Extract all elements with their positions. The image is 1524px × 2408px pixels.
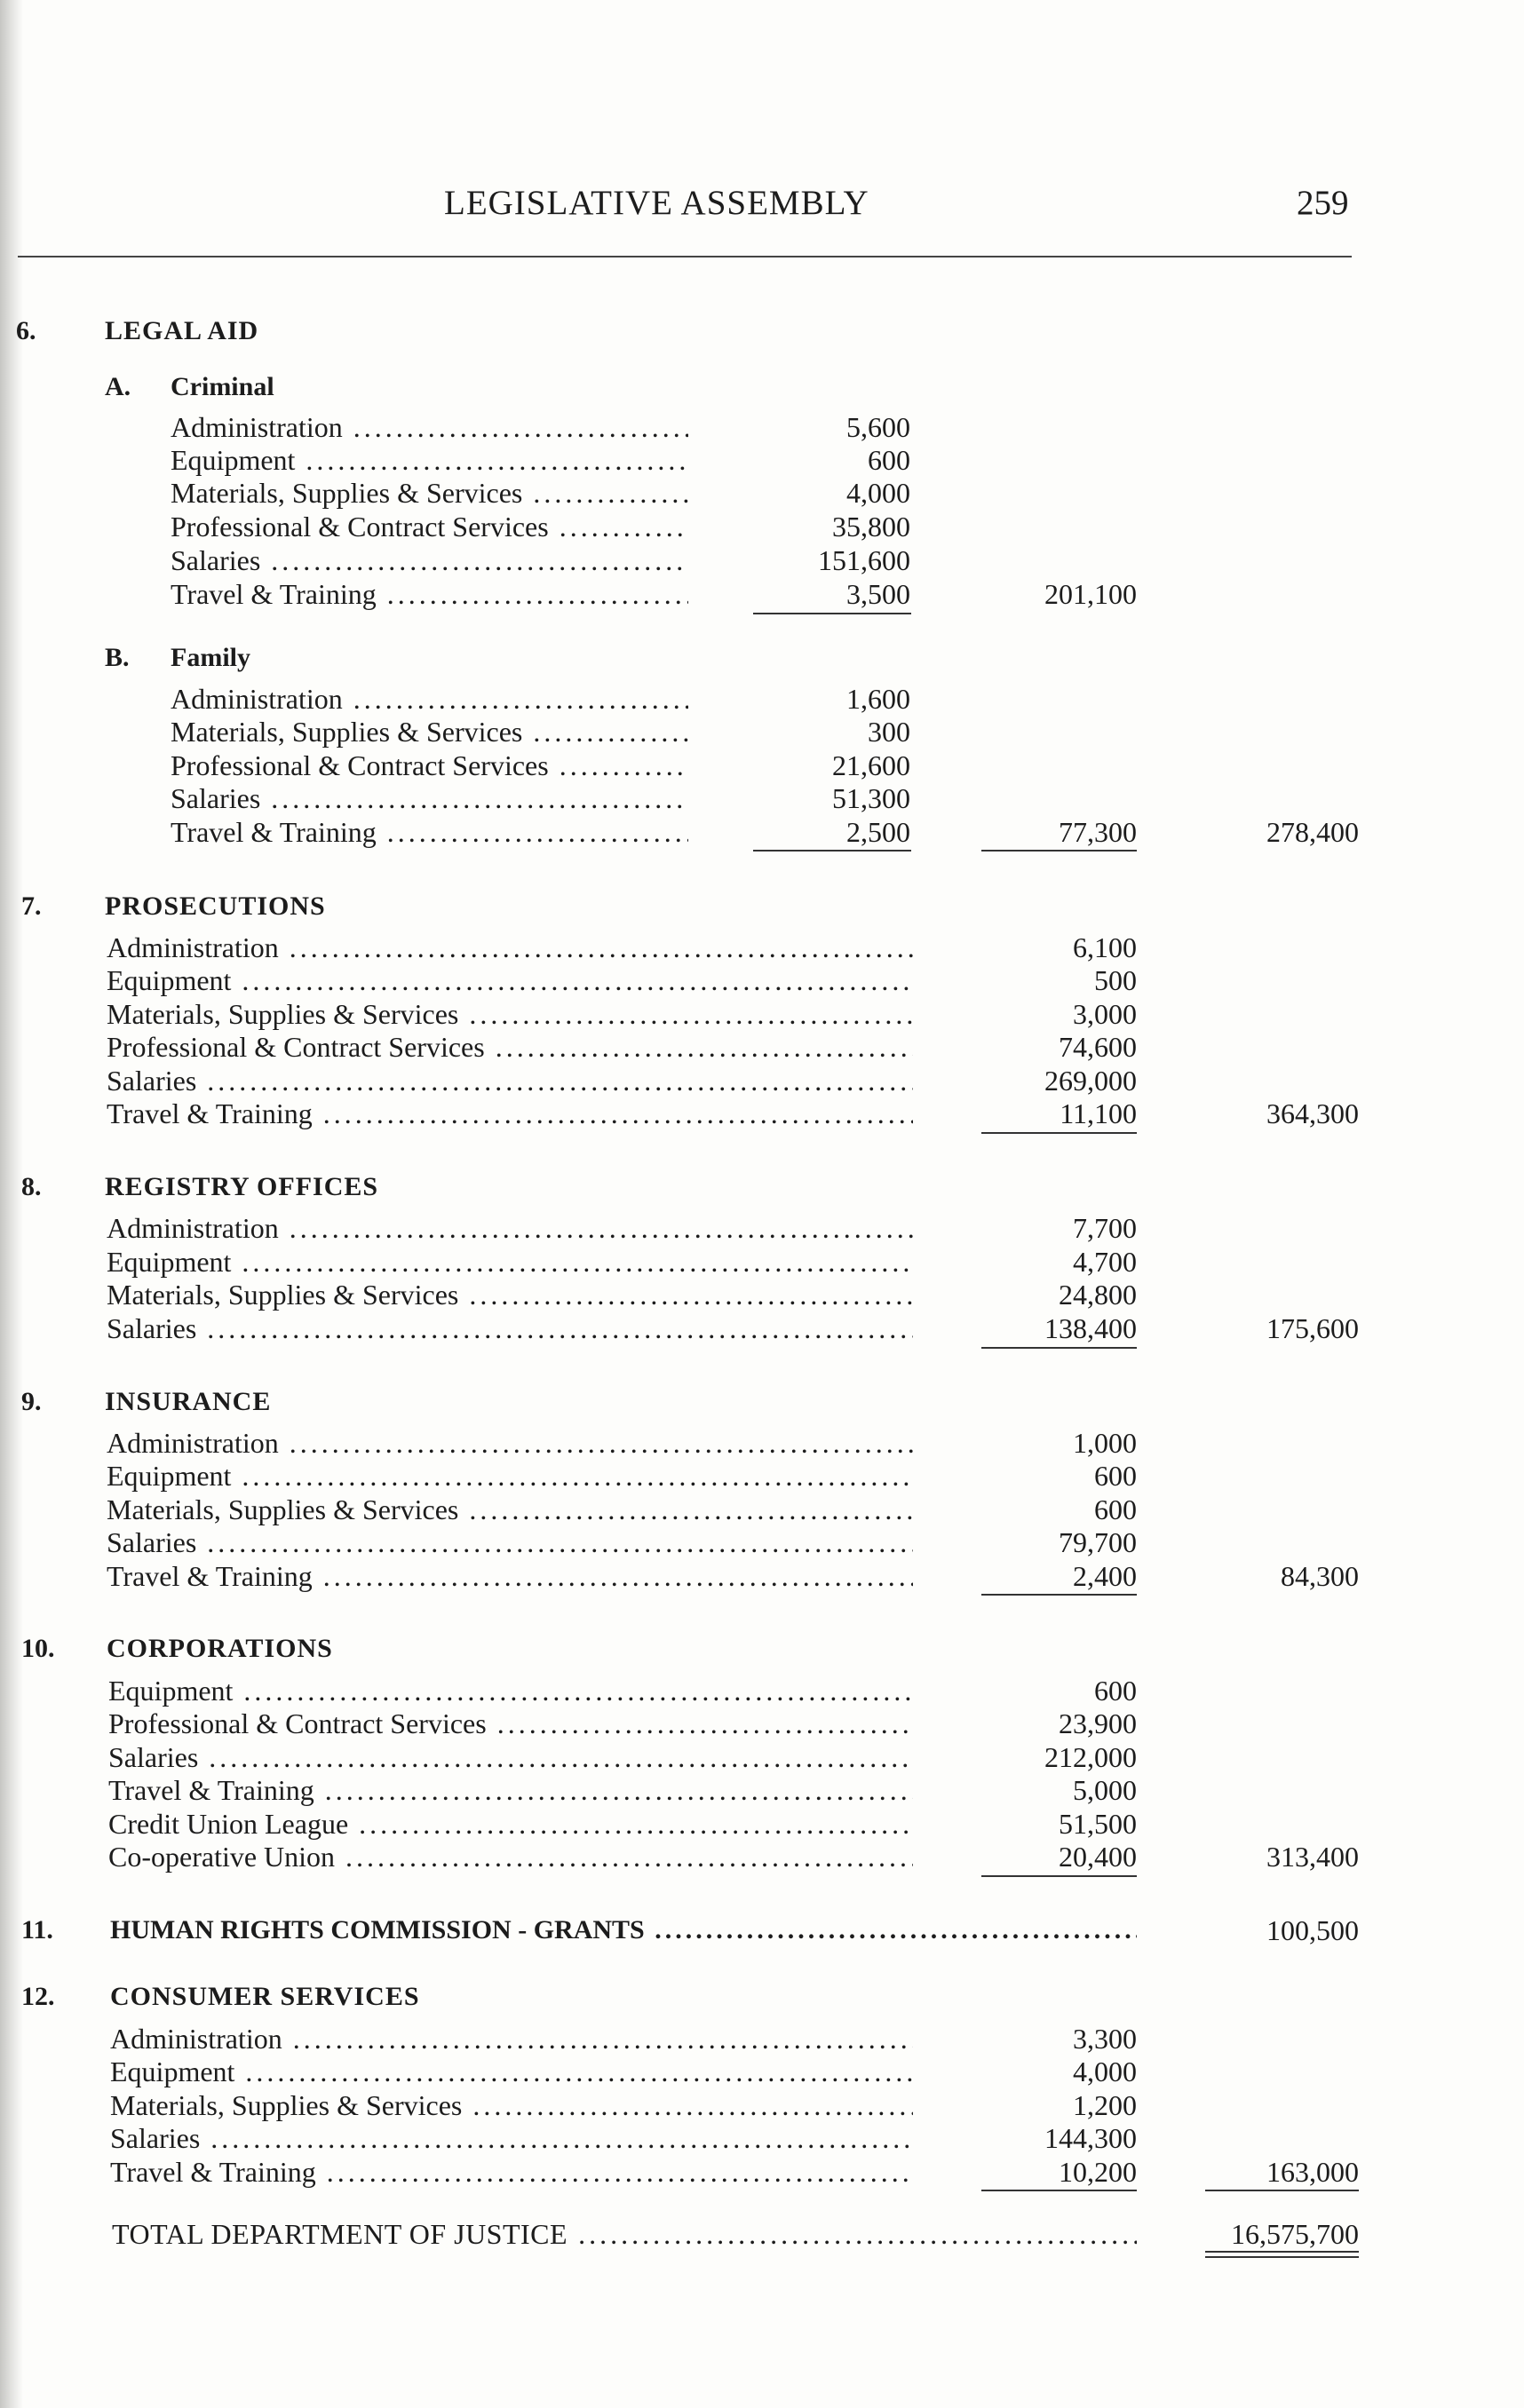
line-item-label: Travel & Training ..... <box>171 815 688 849</box>
section-total: 175,600 <box>1266 1312 1359 1344</box>
total-rule <box>981 2190 1137 2191</box>
line-item-amount: 151,600 <box>818 544 910 576</box>
line-item-label: Equipment ..... <box>171 443 688 477</box>
line-item-label: Materials, Supplies & Services ..... <box>171 476 688 510</box>
line-item-amount: 2,400 <box>1073 1560 1137 1592</box>
line-item-amount: 4,000 <box>846 477 910 509</box>
line-item-amount: 600 <box>868 444 910 476</box>
line-item-label: Materials, Supplies & Services ..... <box>107 1278 913 1311</box>
line-item-amount: 138,400 <box>1044 1312 1137 1344</box>
subsection-title: Family <box>171 643 250 672</box>
line-item-label: Credit Union League ..... <box>108 1807 913 1841</box>
subsection-subtotal: 77,300 <box>1059 816 1137 848</box>
line-item-amount: 3,000 <box>1073 998 1137 1030</box>
section-title: LEGAL AID <box>105 316 259 345</box>
line-item-amount: 1,200 <box>1073 2089 1137 2121</box>
subsection-subtotal: 201,100 <box>1044 578 1137 610</box>
line-item-amount: 51,500 <box>1059 1808 1137 1840</box>
subsection-title: Criminal <box>171 372 274 401</box>
section-title: PROSECUTIONS <box>105 891 326 921</box>
total-rule <box>981 1347 1137 1349</box>
line-item-label: Salaries ..... <box>171 781 688 815</box>
line-item-amount: 269,000 <box>1044 1065 1137 1097</box>
line-item-label: Administration ..... <box>107 931 913 964</box>
section-number: 9. <box>21 1387 42 1416</box>
total-rule <box>1205 2190 1359 2191</box>
section-total: 278,400 <box>1266 816 1359 848</box>
line-item-label: Materials, Supplies & Services ..... <box>110 2088 913 2122</box>
section-number: 8. <box>21 1172 42 1201</box>
section-number: 11. <box>21 1915 53 1945</box>
line-item-label: Travel & Training ..... <box>107 1559 913 1593</box>
line-item-label: Equipment ..... <box>107 1459 913 1493</box>
line-item-label: Travel & Training ..... <box>108 1773 913 1807</box>
total-rule <box>981 1594 1137 1596</box>
total-rule <box>981 1132 1137 1134</box>
section-title: CORPORATIONS <box>107 1634 333 1663</box>
line-item-amount: 10,200 <box>1059 2156 1137 2188</box>
line-item-label: Travel & Training ..... <box>107 1097 913 1130</box>
line-item-label: Materials, Supplies & Services ..... <box>171 715 688 749</box>
line-item-label: Administration ..... <box>110 2022 913 2056</box>
line-item-label: Equipment ..... <box>107 1245 913 1279</box>
line-item-label: Salaries ..... <box>107 1311 913 1345</box>
line-item-label: Salaries ..... <box>107 1525 913 1559</box>
section-total: 313,400 <box>1266 1841 1359 1873</box>
page-header <box>0 0 1524 266</box>
line-item-amount: 7,700 <box>1073 1212 1137 1244</box>
line-item-amount: 600 <box>1094 1460 1137 1492</box>
line-item-amount: 20,400 <box>1059 1841 1137 1873</box>
header-rule <box>18 256 1352 257</box>
section-total: 84,300 <box>1281 1560 1359 1592</box>
line-item-amount: 1,000 <box>1073 1427 1137 1459</box>
line-item-label: Equipment ..... <box>108 1674 913 1707</box>
line-item-label: Administration ..... <box>171 410 688 444</box>
line-item-amount: 79,700 <box>1059 1526 1137 1558</box>
line-item-amount: 11,100 <box>1060 1097 1137 1129</box>
line-item-amount: 51,300 <box>832 782 910 814</box>
line-item-label: Administration ..... <box>107 1211 913 1245</box>
line-item-label: Salaries ..... <box>108 1740 913 1774</box>
line-item-label: Travel & Training ..... <box>110 2155 913 2189</box>
line-item-amount: 4,700 <box>1073 1246 1137 1278</box>
line-item-amount: 144,300 <box>1044 2122 1137 2154</box>
section-title: HUMAN RIGHTS COMMISSION - GRANTS ..... <box>110 1913 1137 1947</box>
section-total: 364,300 <box>1266 1097 1359 1129</box>
line-item-amount: 5,600 <box>846 411 910 443</box>
line-item-label: Equipment ..... <box>110 2055 913 2088</box>
line-item-label: Professional & Contract Services ..... <box>107 1030 913 1064</box>
line-item-amount: 3,500 <box>846 578 910 610</box>
grand-total-amount: 16,575,700 <box>1231 2218 1359 2250</box>
line-item-label: Professional & Contract Services ..... <box>108 1707 913 1740</box>
subsection-letter: A. <box>105 372 131 401</box>
line-item-label: Salaries ..... <box>107 1064 913 1097</box>
subtotal-rule <box>753 613 911 614</box>
line-item-amount: 2,500 <box>846 816 910 848</box>
line-item-amount: 5,000 <box>1073 1774 1137 1806</box>
line-item-amount: 300 <box>868 716 910 748</box>
line-item-amount: 3,300 <box>1073 2023 1137 2055</box>
section-title: REGISTRY OFFICES <box>105 1172 379 1201</box>
grand-total-label: TOTAL DEPARTMENT OF JUSTICE ..... <box>112 2217 1137 2251</box>
running-title: LEGISLATIVE ASSEMBLY <box>444 184 869 222</box>
line-item-amount: 35,800 <box>832 511 910 543</box>
line-item-amount: 23,900 <box>1059 1707 1137 1739</box>
line-item-amount: 6,100 <box>1073 931 1137 963</box>
page-number: 259 <box>1297 184 1349 222</box>
line-item-label: Co-operative Union ..... <box>108 1840 913 1873</box>
line-item-label: Salaries ..... <box>110 2121 913 2155</box>
section-total: 100,500 <box>1266 1914 1359 1946</box>
line-item-label: Travel & Training ..... <box>171 577 688 611</box>
total-rule <box>981 1875 1137 1877</box>
line-item-amount: 4,000 <box>1073 2056 1137 2087</box>
line-item-amount: 500 <box>1094 964 1137 996</box>
section-number: 6. <box>16 316 36 345</box>
line-item-amount: 600 <box>1094 1493 1137 1525</box>
line-item-amount: 212,000 <box>1044 1741 1137 1773</box>
section-title: CONSUMER SERVICES <box>110 1982 420 2011</box>
section-title: INSURANCE <box>105 1387 272 1416</box>
subtotal-rule <box>753 850 911 852</box>
page-spine-shadow <box>0 0 23 2408</box>
line-item-label: Administration ..... <box>107 1426 913 1460</box>
section-number: 7. <box>21 891 42 921</box>
line-item-amount: 600 <box>1094 1675 1137 1707</box>
line-item-label: Materials, Supplies & Services ..... <box>107 1493 913 1526</box>
total-rule <box>981 850 1137 852</box>
line-item-label: Professional & Contract Services ..... <box>171 510 688 543</box>
line-item-amount: 21,600 <box>832 749 910 781</box>
section-total: 163,000 <box>1266 2156 1359 2188</box>
section-number: 12. <box>21 1982 55 2011</box>
double-rule-bottom <box>1205 2256 1359 2258</box>
double-rule-top <box>1205 2251 1359 2253</box>
line-item-amount: 24,800 <box>1059 1279 1137 1311</box>
section-number: 10. <box>21 1634 55 1663</box>
line-item-label: Administration ..... <box>171 682 688 716</box>
line-item-label: Equipment ..... <box>107 963 913 997</box>
line-item-amount: 1,600 <box>846 683 910 715</box>
subsection-letter: B. <box>105 643 130 672</box>
line-item-label: Materials, Supplies & Services ..... <box>107 997 913 1031</box>
line-item-label: Salaries ..... <box>171 543 688 577</box>
line-item-amount: 74,600 <box>1059 1031 1137 1063</box>
line-item-label: Professional & Contract Services ..... <box>171 749 688 782</box>
